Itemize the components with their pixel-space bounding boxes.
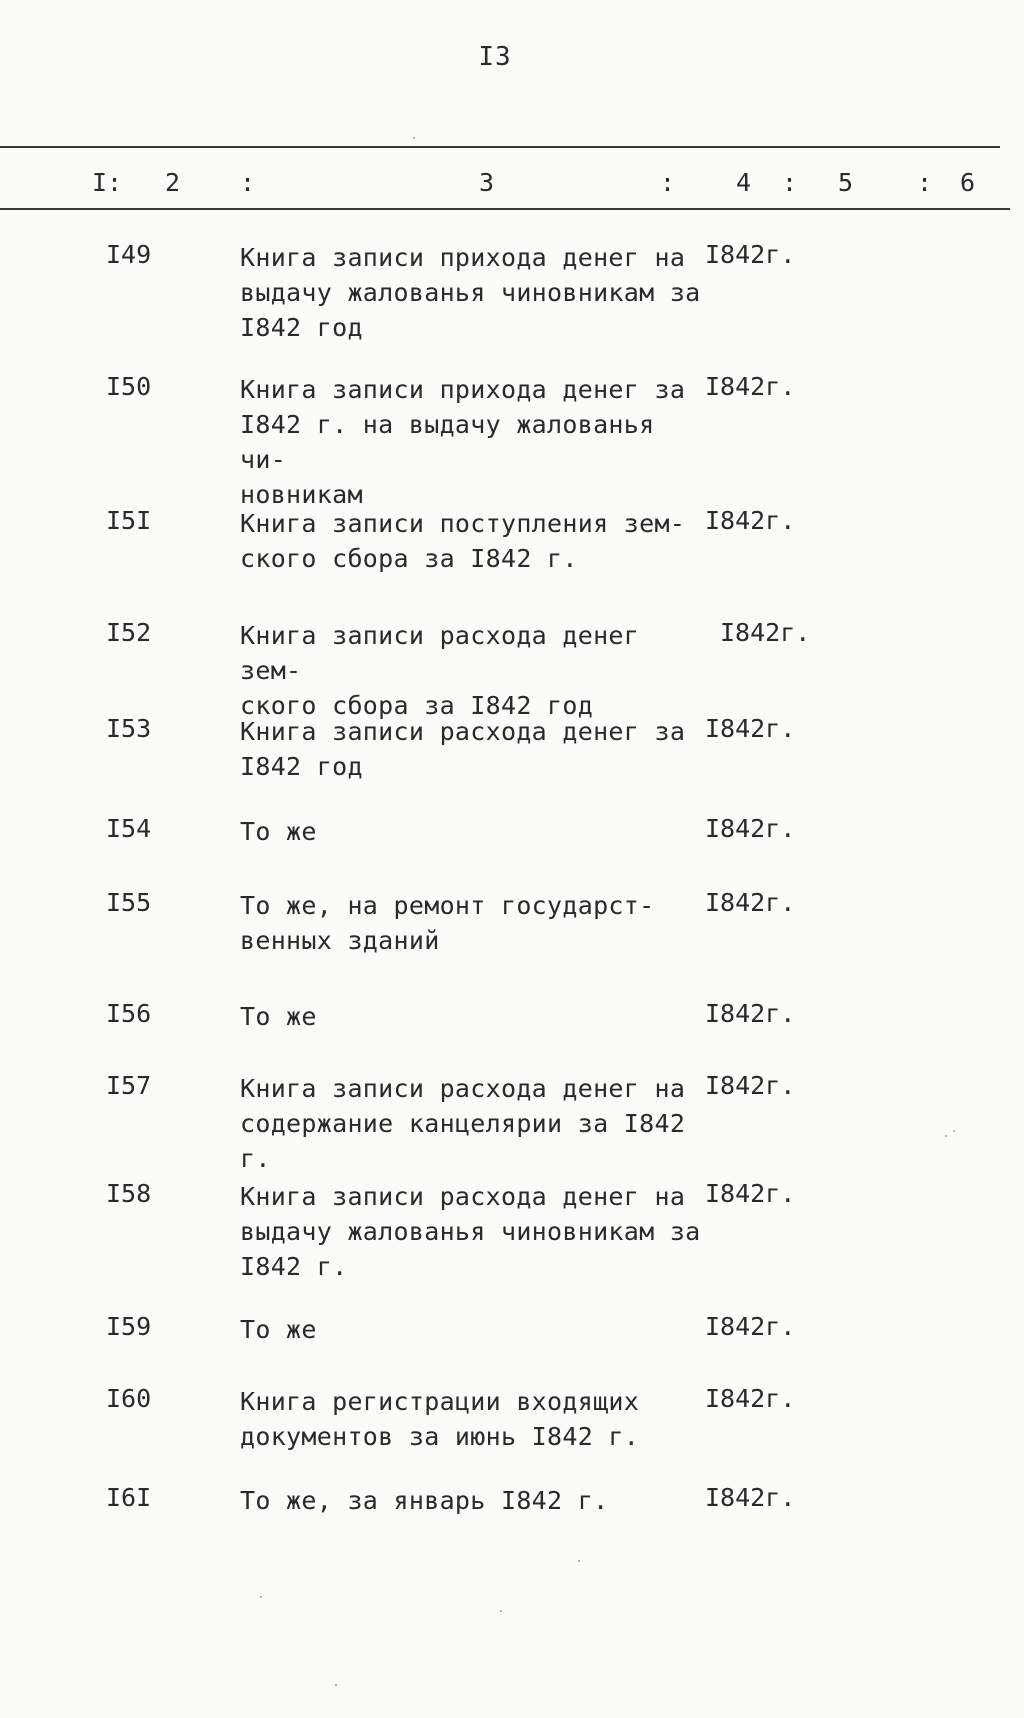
row-number: I56: [106, 999, 152, 1028]
row-number: I60: [106, 1384, 152, 1413]
header-separator: :: [660, 168, 676, 197]
scan-speck: [945, 1135, 947, 1137]
row-date: I842г.: [705, 1071, 796, 1100]
row-title: Книга записи расхода денег на выдачу жалованья чиновникам за I842 г.: [240, 1182, 701, 1281]
row-title: Книга записи расхода денег зем- ского сбора за I842 год: [240, 621, 640, 720]
row-title: Книга записи прихода денег на выдачу жалованья чиновникам за I842 год: [240, 243, 701, 342]
scan-speck: [260, 1596, 262, 1598]
row-date: I842г.: [705, 506, 796, 535]
row-date: I842г.: [705, 1312, 796, 1341]
row-title: Книга записи расхода денег за I842 год: [240, 717, 686, 781]
row-date: I842г.: [705, 814, 796, 843]
header-separator: :: [917, 168, 933, 197]
row-number: I50: [106, 372, 152, 401]
header-col-5: 5: [838, 168, 854, 197]
page-number: I3: [478, 42, 512, 72]
scan-speck: [500, 1610, 502, 1612]
row-title: То же, на ремонт государст- венных зданий: [240, 891, 655, 955]
scan-speck: [578, 1560, 580, 1562]
row-date: I842г.: [705, 1384, 796, 1413]
row-title: То же: [240, 817, 317, 846]
header-col-6: 6: [960, 168, 976, 197]
table-top-rule: [0, 146, 1000, 148]
table-header-rule: [0, 208, 1010, 210]
row-number: I54: [106, 814, 152, 843]
row-date: I842г.: [720, 618, 811, 647]
header-col-2: 2: [165, 168, 181, 197]
header-separator: :: [782, 168, 798, 197]
header-col-1: I:: [92, 168, 123, 197]
row-date: I842г.: [705, 240, 796, 269]
row-title: То же, за январь I842 г.: [240, 1486, 609, 1515]
row-number: I53: [106, 714, 152, 743]
scan-speck: [335, 1684, 337, 1686]
row-number: I6I: [106, 1483, 152, 1512]
scan-speck: [413, 137, 415, 139]
row-title: Книга записи поступления зем- ского сбора за I842 г.: [240, 509, 686, 573]
row-date: I842г.: [705, 888, 796, 917]
row-number: I58: [106, 1179, 152, 1208]
row-number: I57: [106, 1071, 152, 1100]
row-number: I49: [106, 240, 152, 269]
row-date: I842г.: [705, 714, 796, 743]
row-number: I52: [106, 618, 152, 647]
row-date: I842г.: [705, 1483, 796, 1512]
scan-speck: [953, 1130, 955, 1132]
row-title: Книга регистрации входящих документов за июнь I842 г.: [240, 1387, 640, 1451]
header-separator: :: [240, 168, 256, 197]
row-title: То же: [240, 1002, 317, 1031]
header-col-4: 4: [736, 168, 752, 197]
header-col-3: 3: [479, 168, 495, 197]
row-date: I842г.: [705, 1179, 796, 1208]
row-title: Книга записи прихода денег за I842 г. на выдачу жалованья чи- новникам: [240, 375, 686, 509]
row-title: Книга записи расхода денег на содержание канцелярии за I842 г.: [240, 1074, 686, 1173]
row-number: I59: [106, 1312, 152, 1341]
row-number: I5I: [106, 506, 152, 535]
row-date: I842г.: [705, 372, 796, 401]
row-title: То же: [240, 1315, 317, 1344]
row-date: I842г.: [705, 999, 796, 1028]
row-number: I55: [106, 888, 152, 917]
